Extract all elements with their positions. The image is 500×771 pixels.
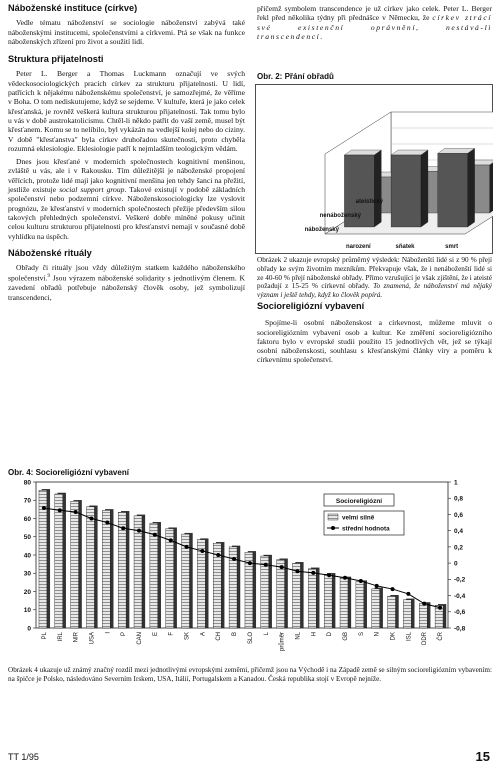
bar-velmi-silne [102,510,110,628]
y-tick-label-left: 80 [23,479,31,487]
paragraph: Peter L. Berger a Thomas Luckmann označují ve svých vědeckosociologických pracích církev za strukturu přijatelnosti. U lidí, patřících k nějakému náboženskému společenství, je samozřejmé, že věříme v Boha. O tom nediskutujeme, když se sejdeme. V kultuře, která je jako celek křesťanská, je rovněž veškerá kultura strukturou přijatelnosti. Tak tomu bylo u vás v době austrokatolicismu. Chtěl-li někdo patřit do vaší země, musel být křesťanem. Komu se to nelíbilo, byl vykázán na vedlejší kolej nebo do ciziny. V době "křesťanstva" byla církev druhořadou skutečností, proto chyběla rozumná eklesiologie. Eklesiologie patří k nejmladším teologickým vědám. [8,69,245,153]
y-tick-label-right: 1 [454,479,458,487]
bar-velmi-silne [419,603,427,628]
y-tick-label-left: 40 [23,552,31,560]
category-label: smrt [445,244,459,250]
point-stredni-hodnota [58,508,62,512]
bar-velmi-silne [134,516,142,628]
y-tick-label-right: 0,8 [454,495,464,503]
page-number: 15 [475,749,490,764]
series-label: náboženský [304,227,339,233]
category-label: CH [216,632,223,641]
point-stredni-hodnota [185,545,189,549]
category-label: NL [295,632,302,640]
y-tick-label-right: 0,2 [454,544,464,552]
y-tick-label-right: -0,2 [454,576,466,584]
point-stredni-hodnota [438,606,442,610]
paragraph: Obřady či rituály jsou vždy důležitým statkem každého náboženského společenství.$^9$ Jsou výrazem náboženské solidarity s jednotlivým členem. K zavedení obřadů potřebuje náboženský člověk osoby, jež symbolizují transcendenci, [8,263,245,302]
category-label: IRL [57,632,64,642]
category-label: CAN [137,632,143,645]
point-stredni-hodnota [359,579,363,583]
y-tick-label-right: 0,6 [454,511,464,519]
category-label: N [374,632,381,637]
category-label: PL [41,632,48,640]
figure-2-caption: Obrázek 2 ukazuje evropský průměrný výsledek: Náboženští lidé si z 90 % přejí obřady ke svým životním mezníkům. Překvapuje však, že i nenáboženští lidé si ze 40-60 % přejí náboženské obřady. Přímo vzrušující je však zjištění, že i ateisté požadují z 15-25 % církevní obřady. To znamená, že náboženství má nějaký význam i ještě tehdy, když ko člověk popírá. [257,256,492,300]
bar-velmi-silne [87,507,95,628]
paragraph: Dnes jsou křesťané v moderních společnostech kognitivní menšinou, zvláště u vás, ale i v Rakousku. Tím důležitější je náboženské propojení věřících, protože lidé mají jako kognitivní menšina jen tehdy šanci na přežití, jestliže existuje social support group. Takové existují v podobě základních společenství nebo podzemní církve. Náboženskosociologicky lze vyslovit prognózu, že křesťanství v moderních společnostech přežije především silou takových přehledných společenství. Veškeré dobře míněné pokusy učinit celou kulturu strukturou přijatelnosti pro křesťanství nemají v současné době vyhlídku na úspěch. [8,157,245,241]
series-label: nenáboženský [319,213,361,219]
category-label: SLO [247,632,254,645]
point-stredni-hodnota [295,569,299,573]
point-stredni-hodnota [391,587,395,591]
y-tick-label-right: 0 [454,560,458,568]
bar-velmi-silne [150,523,158,628]
legend-label: střední hodnota [342,525,390,533]
bar-velmi-silne [388,596,396,628]
point-stredni-hodnota [311,571,315,575]
left-column [8,4,245,306]
y-tick-label-right: 0,4 [454,528,464,536]
category-label: H [311,632,318,637]
point-stredni-hodnota [169,538,173,542]
y-tick-label-left: 60 [23,515,31,523]
footer-issue: TT 1/95 [8,752,39,762]
point-stredni-hodnota [280,565,284,569]
point-stredni-hodnota [216,553,220,557]
y-tick-label-left: 10 [23,607,31,615]
point-stredni-hodnota [42,506,46,510]
category-label: NIR [73,632,80,643]
point-stredni-hodnota [232,557,236,561]
point-stredni-hodnota [422,602,426,606]
bar-side [490,160,493,213]
category-label: I [105,632,112,634]
category-label: F [168,632,175,636]
heading-struktura-prijatelnosti: Struktura přijatelnosti [8,54,104,65]
point-stredni-hodnota [153,533,157,537]
bar-velmi-silne [261,556,269,628]
category-label: USA [89,632,96,645]
category-label: DK [390,632,397,641]
bar-velmi-silne [71,501,79,628]
bar-velmi-silne [308,569,316,628]
category-label: ČR [438,632,445,641]
bar-side [468,148,475,227]
figure-4-chart [8,478,492,660]
category-label: L [263,632,270,636]
category-label: P [121,632,128,637]
heading-nabozenske-ritualy: Náboženské rituály [8,247,92,258]
legend-label: velmi silně [342,514,375,522]
bar-velmi-silne [277,560,285,628]
paragraph: Spojíme-li osobní náboženskost a církevnost, můžeme mluvit o socioreligiózním vybavení osob a kultur. Ke změření socioreligiózního faktoru bylo v evropské studii použito 15 jednotlivých vět, jež se týkají osobní náboženskosti, souhlasu s křesťanskými články víry a poměru k církevnímu společenství. [257,318,492,365]
y-tick-label-right: -0,4 [454,592,466,600]
bar-velmi-silne [403,600,411,628]
paragraph: Vedle tématu náboženství se sociologie náboženství zabývá také náboženskými institucemi, společenstvími a církvemi. Ptá se však na funkce náboženských zřízení pro život a soužití lidí. [8,18,245,46]
bar-velmi-silne [340,578,348,628]
point-stredni-hodnota [406,592,410,596]
point-stredni-hodnota [327,573,331,577]
figure-4-label: Obr. 4: Socioreligiózní vybavení [8,468,129,477]
point-stredni-hodnota [121,526,125,530]
point-stredni-hodnota [264,563,268,567]
bar-velmi-silne [197,540,205,628]
category-label: SK [184,632,191,641]
category-label: A [200,632,207,637]
point-stredni-hodnota [343,576,347,580]
point-stredni-hodnota [105,521,109,525]
y-tick-label-left: 50 [23,534,31,542]
heading-socioreligiozni-vybaveni: Socioreligiózní vybavení [257,301,365,311]
point-stredni-hodnota [137,529,141,533]
figure-4-caption: Obrázek 4 ukazuje už známý značný rozdíl mezi jednotlivými evropskými zeměmi, přičemž jsou na Východě i na Západě země se silným socioreligiózním vybavením: na špičce je Polsko, následováno Severním Irskem, USA, Itálií, Portugalskem a Kanadou. Česká republika stojí v Evropě nejníže. [8,666,492,683]
category-label: DDR [422,632,429,645]
legend-label: Socioreligiózní [335,498,383,505]
category-label: B [232,632,239,637]
bar [438,153,468,227]
bar-velmi-silne [356,582,364,628]
bar-velmi-silne [55,494,63,628]
y-tick-label-left: 20 [23,588,31,596]
right-column [257,4,492,45]
point-stredni-hodnota [248,561,252,565]
bar-side [421,150,428,227]
series-label: ateistický [355,199,383,205]
heading-nabozenske-instituce: Náboženské instituce (církve) [8,3,138,13]
category-label: E [152,632,159,637]
y-tick-label-right: -0,8 [454,625,466,633]
bar-velmi-silne [39,490,47,628]
point-stredni-hodnota [89,517,93,521]
legend-marker [331,526,335,530]
y-tick-label-right: -0,6 [454,609,466,617]
figure-2-label: Obr. 2: Přání obřadů [257,72,334,81]
point-stredni-hodnota [200,549,204,553]
point-stredni-hodnota [74,510,78,514]
category-label: sňatek [395,244,415,250]
bar-velmi-silne [372,589,380,628]
category-label: narození [345,244,371,250]
category-label: GB [343,632,349,641]
bar [391,155,421,227]
y-tick-label-left: 0 [27,625,31,633]
right-column-lower [257,302,492,369]
point-stredni-hodnota [375,584,379,588]
paragraph: přičemž symbolem transcendence je už církev jako celek. Peter L. Berger řekl před několika týdny při přednášce v Německu, že církev ztrácí své existenční oprávnění, nestává-li transcendencí. [257,4,492,41]
category-label: S [358,632,365,637]
bar-side [374,150,381,227]
figure-2-chart [255,84,493,254]
category-label: ISL [406,632,413,642]
category-label: D [327,632,334,637]
bar-velmi-silne [166,529,174,628]
bar-velmi-silne [324,574,332,628]
y-tick-label-left: 70 [23,497,31,505]
legend-swatch [328,514,338,520]
category-label: průměr [279,632,286,652]
y-tick-label-left: 30 [23,570,31,578]
bar-velmi-silne [293,563,301,628]
